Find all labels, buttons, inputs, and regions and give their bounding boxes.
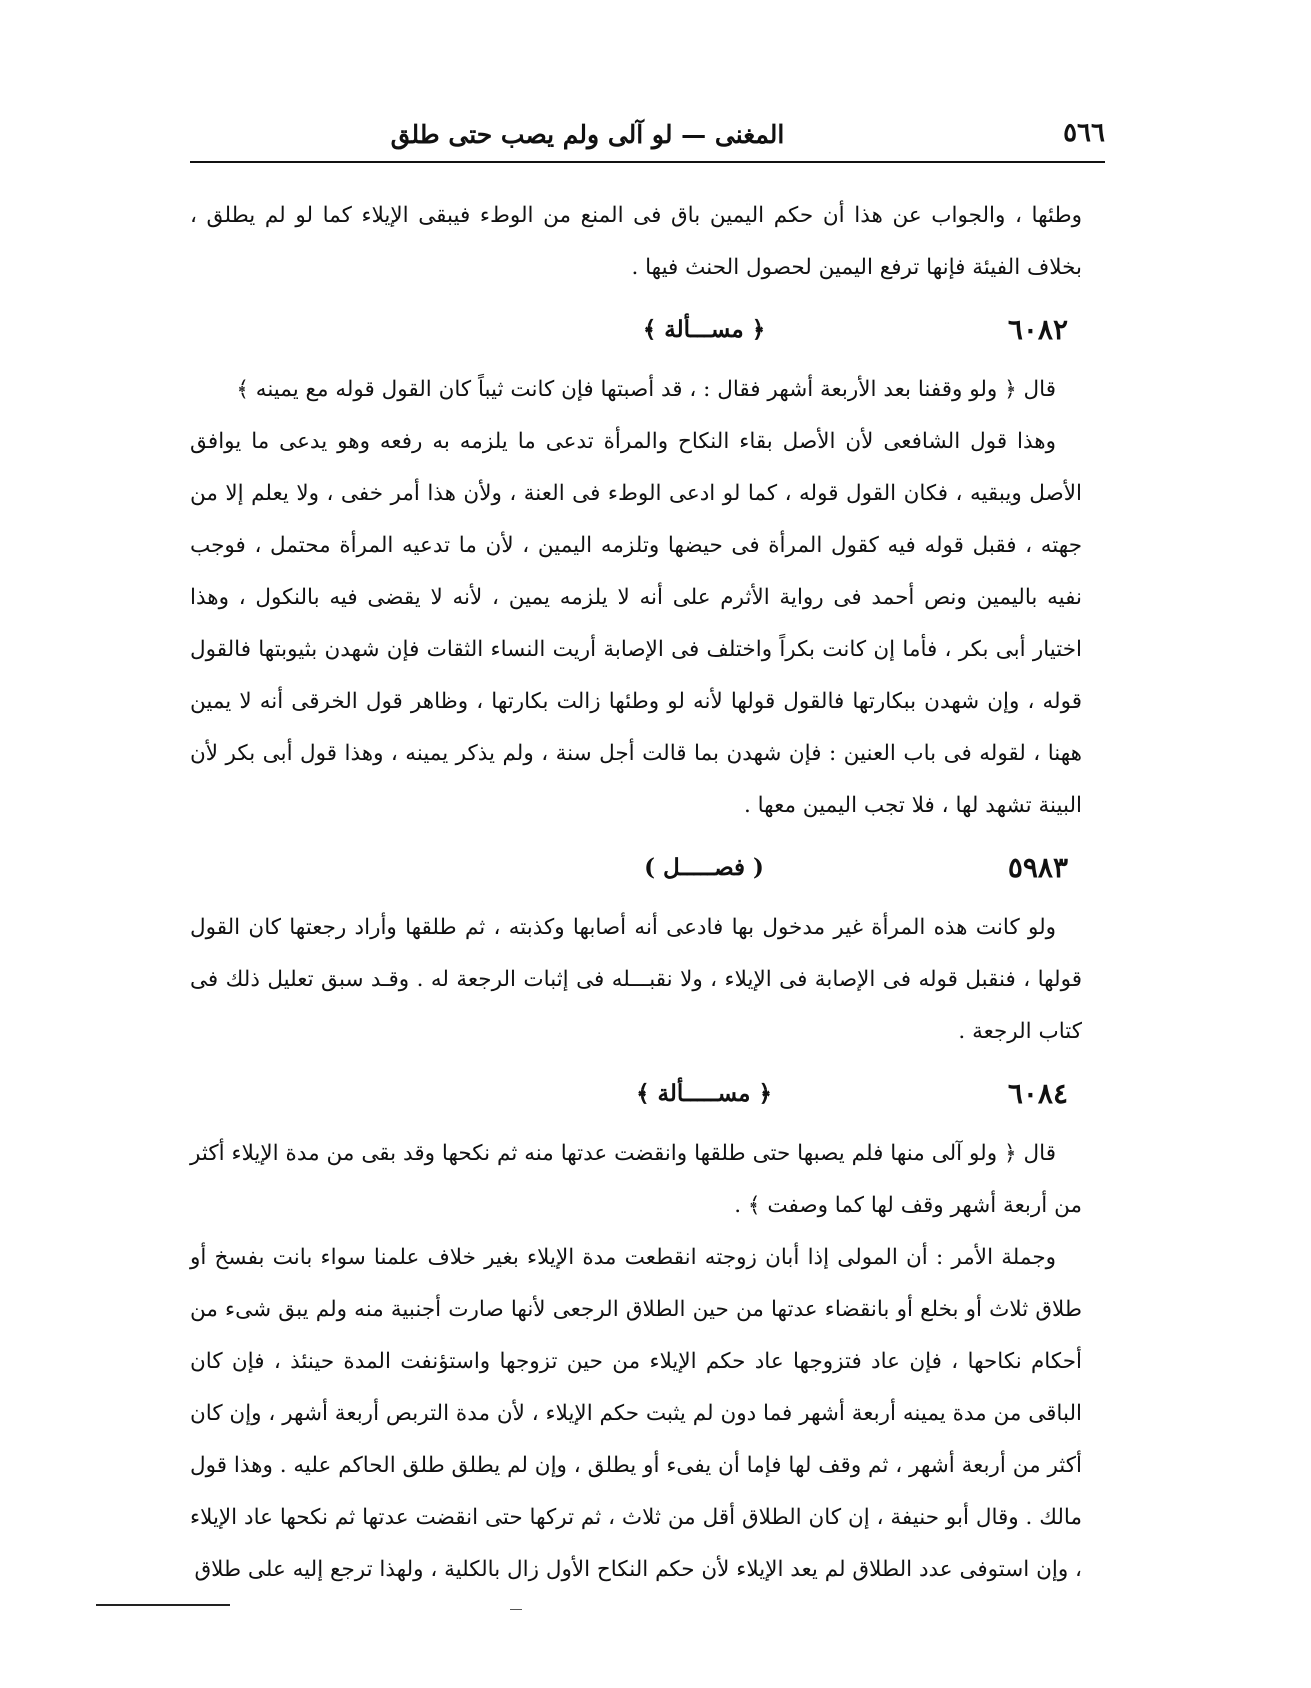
section-number: ٥٩٨٣ xyxy=(1007,851,1068,884)
page-number: ٥٦٦ xyxy=(1063,118,1105,148)
header-rule xyxy=(190,161,1105,163)
paragraph-commentary: وهذا قول الشافعى لأن الأصل بقاء النكاح والمرأة تدعى ما يلزمه به رفعه وهو يدعى ما يوافق الأصل ويبقيه ، فكان القول قوله ، كما لو ادعى الوطء فى العنة ، ولأن هذا أمر خفى ، ولا يعلم إلا من جهته ، فقبل قوله فيه كقول المرأة فى حيضها وتلزمه اليمين ، لأن ما تدعيه المرأة محتمل ، فوجب نفيه باليمين ونص أحمد فى رواية الأثرم على أنه لا يلزمه يمين ، لأنه لا يقضى فيه بالنكول ، وهذا اختيار أبى بكر ، فأما إن كانت بكراً واختلف فى الإصابة أريت النساء الثقات فإن شهدن بثيوبتها فالقول قوله ، وإن شهدن ببكارتها فالقول قولها لأنه لو وطئها زالت بكارتها ، وظاهر قول الخرقى أنه لا يمين ههنا ، لقوله فى باب العنين : فإن شهدن بما قالت أجل سنة ، ولم يذكر يمينه ، وهذا قول أبى بكر لأن البينة تشهد لها ، فلا تجب اليمين معها . xyxy=(190,429,1082,818)
page-body xyxy=(190,190,1082,1596)
paragraph-continuation: وطئها ، والجواب عن هذا أن حكم اليمين باق فى المنع من الوطء فيبقى الإيلاء كما لو لم يطلق ، بخلاف الفيئة فإنها ترفع اليمين لحصول الحنث فيها . xyxy=(190,203,1082,280)
running-title: المغنى — لو آلى ولم يصب حتى طلق xyxy=(390,120,785,149)
section-number: ٦٠٨٢ xyxy=(1007,313,1068,346)
section-label: ﴿ مســـــألة ﴾ xyxy=(636,1080,772,1107)
section-heading-5983 xyxy=(190,836,1082,900)
section-heading-6082 xyxy=(190,298,1082,362)
paragraph-fasl: ولو كانت هذه المرأة غير مدخول بها فادعى أنه أصابها وكذبته ، ثم طلقها وأراد رجعتها كان القول قولها ، فنقبل قوله فى الإصابة فى الإيلاء ، ولا نقبـــله فى إثبات الرجعة له . وقـد سبق تعليل ذلك فى كتاب الرجعة . xyxy=(190,915,1082,1044)
section-heading-6084 xyxy=(190,1062,1082,1126)
section-number: ٦٠٨٤ xyxy=(1007,1077,1068,1110)
footnote-rule xyxy=(96,1604,230,1606)
scan-mark xyxy=(510,1609,522,1610)
section-label: ( فصـــــل ) xyxy=(644,854,764,881)
section-label: ﴿ مســـألة ﴾ xyxy=(642,316,766,343)
paragraph-commentary: وجملة الأمر : أن المولى إذا أبان زوجته انقطعت مدة الإيلاء بغير خلاف علمنا سواء بانت بفسخ أو طلاق ثلاث أو بخلع أو بانقضاء عدتها من حين الطلاق الرجعى لأنها صارت أجنبية منه ولم يبق شىء من أحكام نكاحها ، فإن عاد فتزوجها عاد حكم الإيلاء من حين تزوجها واستؤنفت المدة حينئذ ، فإن كان الباقى من مدة يمينه أربعة أشهر فما دون لم يثبت حكم الإيلاء ، لأن مدة التربص أربعة أشهر ، وإن كان أكثر من أربعة أشهر ، ثم وقف لها فإما أن يفىء أو يطلق ، وإن لم يطلق طلق الحاكم عليه . وهذا قول مالك . وقال أبو حنيفة ، إن كان الطلاق أقل من ثلاث ، ثم تركها حتى انقضت عدتها ثم نكحها عاد الإيلاء ، وإن استوفى عدد الطلاق لم يعد الإيلاء لأن حكم النكاح الأول زال بالكلية ، ولهذا ترجع إليه على طلاق xyxy=(190,1245,1082,1582)
running-header xyxy=(190,110,1105,162)
paragraph-quote: قال ﴿ ولو وقفنا بعد الأربعة أشهر فقال : ، قد أصبتها فإن كانت ثيباً كان القول قوله مع يمينه ﴾ xyxy=(236,377,1056,402)
paragraph-quote: قال ﴿ ولو آلى منها فلم يصبها حتى طلقها وانقضت عدتها منه ثم نكحها وقد بقى من مدة الإيلاء أكثر من أربعة أشهر وقف لها كما وصفت ﴾ . xyxy=(190,1141,1082,1218)
